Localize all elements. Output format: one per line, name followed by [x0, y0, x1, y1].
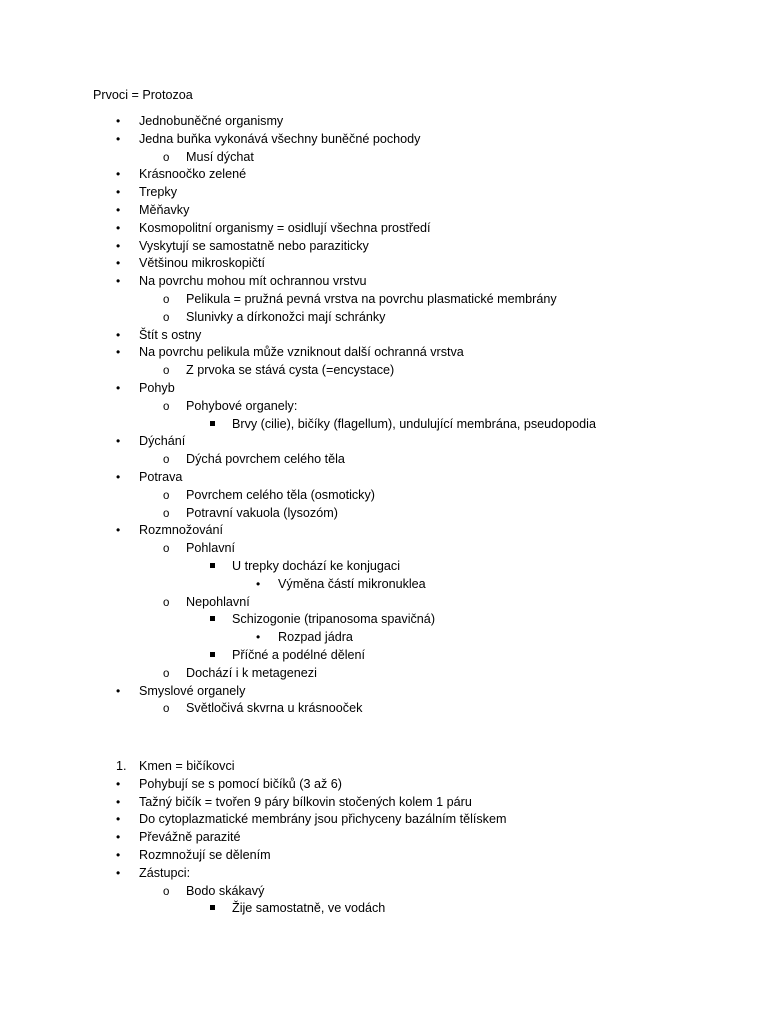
square-bullet-icon — [210, 558, 215, 576]
bullet-icon — [116, 202, 120, 220]
list-item-text: Tažný bičík = tvořen 9 páry bílkovin stočených kolem 1 páru — [139, 794, 472, 809]
bullet-icon — [116, 811, 120, 829]
bullet-icon — [116, 220, 120, 238]
bullet-icon — [116, 794, 120, 812]
list-item-text: Dýchá povrchem celého těla — [186, 452, 345, 467]
list-item-text: Trepky — [139, 185, 178, 200]
circle-bullet-icon — [163, 594, 169, 613]
list-item-text: Jednobuněčné organismy — [139, 114, 284, 128]
list-item — [0, 202, 768, 220]
list-item — [0, 273, 768, 291]
bullet-icon — [116, 238, 120, 256]
list-item-text: Pelikula = pružná pevná vrstva na povrchu plasmatické membrány — [186, 291, 557, 306]
list-item — [0, 900, 768, 918]
bullet-icon — [116, 469, 120, 487]
list-item — [0, 522, 768, 540]
protozoa-outline-list — [0, 113, 768, 718]
circle-bullet-icon — [163, 362, 169, 381]
circle-bullet-icon — [163, 883, 169, 902]
circle-bullet-icon — [163, 540, 169, 559]
circle-bullet-icon — [163, 451, 169, 470]
list-item-text: Pohybové organely: — [186, 398, 298, 413]
list-item-text: Na povrchu mohou mít ochrannou vrstvu — [139, 274, 367, 289]
list-item — [0, 433, 768, 451]
bullet-icon — [116, 166, 120, 184]
circle-bullet-icon — [163, 700, 169, 719]
bullet-icon — [116, 131, 120, 149]
list-item — [0, 238, 768, 256]
list-item — [0, 398, 768, 416]
list-item — [0, 416, 768, 434]
list-number: 1. — [116, 759, 127, 773]
circle-bullet-icon — [163, 665, 169, 684]
list-item-text: Rozmnožují se dělením — [139, 847, 271, 862]
bullet-icon — [256, 576, 260, 594]
list-item — [0, 758, 768, 776]
list-item-text: Žije samostatně, ve vodách — [232, 901, 386, 916]
bullet-icon — [116, 865, 120, 883]
list-item-text: Většinou mikroskopičtí — [139, 256, 265, 271]
list-item-text: Kmen = bičíkovci — [139, 759, 235, 773]
list-item-text: Schizogonie (tripanosoma spavičná) — [232, 612, 436, 627]
list-item — [0, 149, 768, 167]
list-item — [0, 647, 768, 665]
list-item — [0, 113, 768, 131]
document-title: Prvoci = Protozoa — [93, 88, 193, 102]
list-item — [0, 665, 768, 683]
list-item — [0, 487, 768, 505]
list-item-text: Na povrchu pelikula může vzniknout další ochranná vrstva — [139, 345, 464, 360]
list-item — [0, 451, 768, 469]
list-item — [0, 166, 768, 184]
square-bullet-icon — [210, 416, 215, 434]
bullet-icon — [116, 829, 120, 847]
list-item — [0, 794, 768, 812]
bullet-icon — [116, 683, 120, 701]
list-item — [0, 327, 768, 345]
list-item — [0, 558, 768, 576]
list-item-text: Vyskytují se samostatně nebo paraziticky — [139, 238, 369, 253]
list-item-text: Světločivá skvrna u krásnooček — [186, 701, 363, 716]
list-item-text: Pohlavní — [186, 541, 236, 556]
list-item — [0, 829, 768, 847]
list-item-text: Slunivky a dírkonožci mají schránky — [186, 309, 386, 324]
list-item-text: Brvy (cilie), bičíky (flagellum), undulující membrána, pseudopodia — [232, 416, 596, 431]
list-item — [0, 309, 768, 327]
list-item-text: Potrava — [139, 469, 183, 484]
list-item-text: Kosmopolitní organismy = osidlují všechna prostředí — [139, 220, 431, 235]
circle-bullet-icon — [163, 291, 169, 310]
circle-bullet-icon — [163, 309, 169, 328]
circle-bullet-icon — [163, 505, 169, 524]
bullet-icon — [116, 255, 120, 273]
list-item — [0, 291, 768, 309]
list-item-text: Krásnoočko zelené — [139, 167, 247, 182]
list-item-text: Štít s ostny — [139, 327, 202, 342]
list-item-text: Z prvoka se stává cysta (=encystace) — [186, 363, 395, 378]
list-item — [0, 469, 768, 487]
list-item — [0, 611, 768, 629]
circle-bullet-icon — [163, 487, 169, 506]
list-item — [0, 184, 768, 202]
list-item-text: Rozmnožování — [139, 523, 223, 538]
bullet-icon — [116, 776, 120, 794]
list-item — [0, 255, 768, 273]
list-item — [0, 540, 768, 558]
bullet-icon — [116, 522, 120, 540]
list-item-text: Rozpad jádra — [278, 630, 353, 645]
list-item — [0, 776, 768, 794]
list-item-text: Potravní vakuola (lysozóm) — [186, 505, 338, 520]
square-bullet-icon — [210, 900, 215, 918]
list-item-text: Dýchání — [139, 434, 186, 449]
list-item — [0, 865, 768, 883]
bullet-icon — [116, 273, 120, 291]
bullet-icon — [116, 433, 120, 451]
list-item-text: Pohyb — [139, 380, 175, 395]
circle-bullet-icon — [163, 149, 169, 168]
square-bullet-icon — [210, 647, 215, 665]
bullet-icon — [116, 113, 120, 131]
list-item — [0, 362, 768, 380]
list-item — [0, 380, 768, 398]
list-item-text: Pohybují se s pomocí bičíků (3 až 6) — [139, 776, 342, 791]
bullet-icon — [256, 629, 260, 647]
list-item-text: Výměna částí mikronuklea — [278, 576, 426, 591]
list-item — [0, 220, 768, 238]
list-item — [0, 811, 768, 829]
bullet-icon — [116, 380, 120, 398]
list-item-text: Zástupci: — [139, 865, 191, 880]
bullet-icon — [116, 184, 120, 202]
square-bullet-icon — [210, 611, 215, 629]
list-item-text: Bodo skákavý — [186, 883, 265, 898]
list-item — [0, 131, 768, 149]
circle-bullet-icon — [163, 398, 169, 417]
bullet-icon — [116, 847, 120, 865]
list-item-text: Měňavky — [139, 202, 190, 217]
list-item — [0, 594, 768, 612]
list-item — [0, 883, 768, 901]
list-item-text: Jedna buňka vykonává všechny buněčné pochody — [139, 131, 421, 146]
list-item — [0, 576, 768, 594]
list-item — [0, 505, 768, 523]
list-item-text: U trepky dochází ke konjugaci — [232, 558, 401, 573]
list-item-text: Musí dýchat — [186, 149, 254, 164]
list-item-text: Převážně parazité — [139, 830, 241, 845]
list-item — [0, 847, 768, 865]
list-item-text: Do cytoplazmatické membrány jsou přichyceny bazálním tělískem — [139, 812, 507, 827]
bullet-icon — [116, 344, 120, 362]
list-item-text: Povrchem celého těla (osmoticky) — [186, 487, 375, 502]
list-item — [0, 344, 768, 362]
bullet-icon — [116, 327, 120, 345]
list-item — [0, 700, 768, 718]
list-item-text: Dochází i k metagenezi — [186, 665, 317, 680]
flagellates-outline-list — [0, 758, 768, 918]
list-item — [0, 629, 768, 647]
list-item-text: Smyslové organely — [139, 683, 246, 698]
list-item-text: Příčné a podélné dělení — [232, 647, 366, 662]
list-item — [0, 683, 768, 701]
list-item-text: Nepohlavní — [186, 594, 250, 609]
